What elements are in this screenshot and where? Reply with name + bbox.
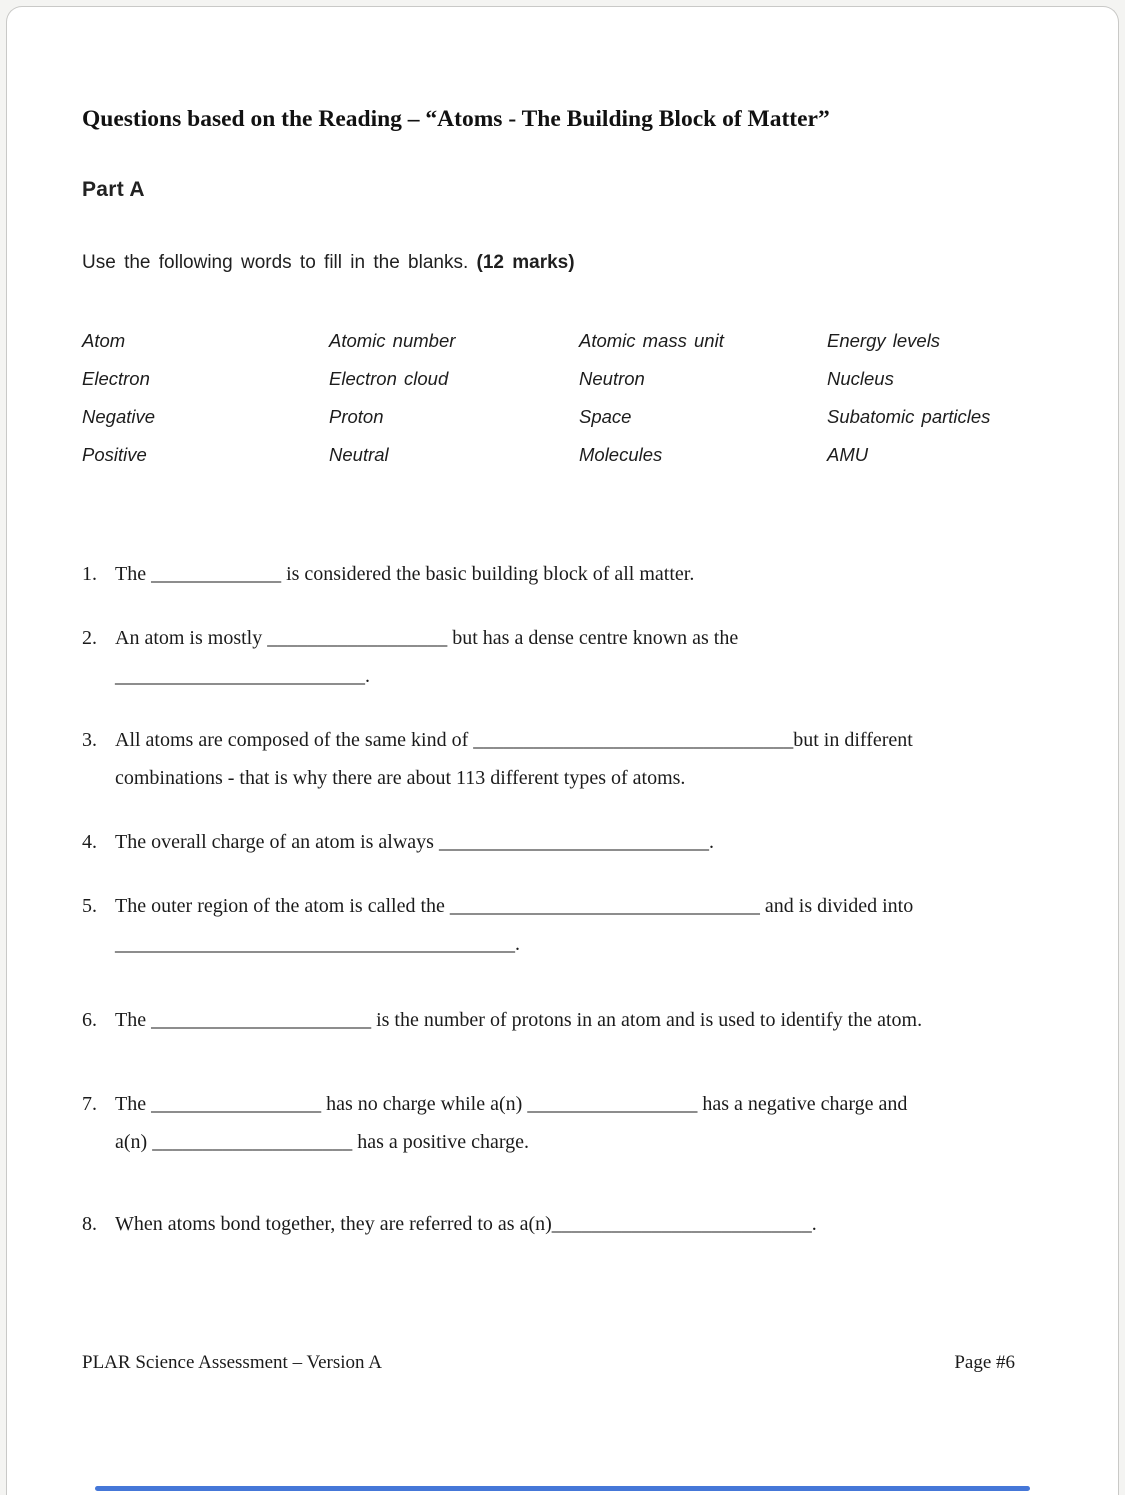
question-text (115, 823, 1053, 861)
word-bank-term: Neutron (579, 368, 645, 389)
question-number: 4. (82, 831, 97, 853)
question-item (82, 1001, 1053, 1039)
question-text-line: _________________________. (115, 665, 370, 687)
question-text-line: The overall charge of an atom is always ___________________________. (115, 831, 714, 853)
question-text-line: combinations - that is why there are about 113 different types of atoms. (115, 767, 686, 789)
question-item (82, 721, 1053, 797)
question-text-line: The _____________ is considered the basic building block of all matter. (115, 563, 695, 585)
footer-page-number: Page #6 (954, 1352, 1015, 1373)
footer-document-name: PLAR Science Assessment – Version A (82, 1352, 382, 1373)
word-bank-term: AMU (827, 444, 869, 465)
question-number: 5. (82, 895, 97, 917)
instructions-text: Use the following words to fill in the blanks. (82, 252, 469, 273)
word-bank-term: Atomic mass unit (579, 330, 724, 351)
question-number: 1. (82, 563, 97, 585)
question-text-line: a(n) ____________________ has a positive charge. (115, 1131, 529, 1153)
instructions (82, 251, 1053, 275)
question-item (82, 1085, 1053, 1161)
question-text (115, 555, 1053, 593)
marks-label: (12 marks) (476, 252, 575, 273)
word-bank-term: Neutral (329, 444, 389, 465)
question-text-line: The _________________ has no charge while a(n) _________________ has a negative charge and (115, 1093, 908, 1115)
question-text-line: The ______________________ is the number of protons in an atom and is used to identify the atom. (115, 1009, 923, 1031)
question-text (115, 1085, 1053, 1161)
word-bank-term: Energy levels (827, 330, 941, 351)
question-text-line: ________________________________________. (115, 933, 520, 955)
question-text (115, 1001, 1053, 1039)
question-item (82, 619, 1053, 695)
question-text-line: An atom is mostly __________________ but has a dense centre known as the (115, 627, 739, 649)
page-title: Questions based on the Reading – “Atoms - The Building Block of Matter” (82, 106, 830, 132)
word-bank-term: Atom (82, 330, 126, 351)
question-text (115, 1205, 1053, 1243)
question-item (82, 1205, 1053, 1243)
question-item (82, 555, 1053, 593)
question-number: 8. (82, 1213, 97, 1235)
question-list (82, 555, 1053, 1243)
question-text-line: All atoms are composed of the same kind of ________________________________but in different (115, 729, 913, 751)
question-text (115, 619, 1053, 695)
question-number: 2. (82, 627, 97, 649)
question-item (82, 823, 1053, 861)
word-bank-term: Electron cloud (329, 368, 449, 389)
question-text (115, 887, 1053, 963)
word-bank-term: Subatomic particles (827, 406, 991, 427)
question-number: 3. (82, 729, 97, 751)
document-page (6, 6, 1119, 1495)
page-content (7, 7, 1118, 1375)
page-footer (82, 1351, 1053, 1375)
question-text-line: The outer region of the atom is called the _______________________________ and is divided into (115, 895, 914, 917)
word-bank-term: Molecules (579, 444, 663, 465)
word-bank-term: Negative (82, 406, 156, 427)
question-text (115, 721, 1053, 797)
word-bank-term: Nucleus (827, 368, 894, 389)
section-heading: Part A (82, 178, 145, 201)
word-bank-term: Electron (82, 368, 150, 389)
word-bank-term: Positive (82, 444, 147, 465)
word-bank-term: Atomic number (329, 330, 456, 351)
question-number: 6. (82, 1009, 97, 1031)
next-page-top-edge (95, 1486, 1030, 1491)
question-text-line: When atoms bond together, they are referred to as a(n)__________________________. (115, 1213, 817, 1235)
word-bank-term: Proton (329, 406, 384, 427)
word-bank-term: Space (579, 406, 632, 427)
question-number: 7. (82, 1093, 97, 1115)
word-bank (82, 329, 1053, 467)
question-item (82, 887, 1053, 963)
